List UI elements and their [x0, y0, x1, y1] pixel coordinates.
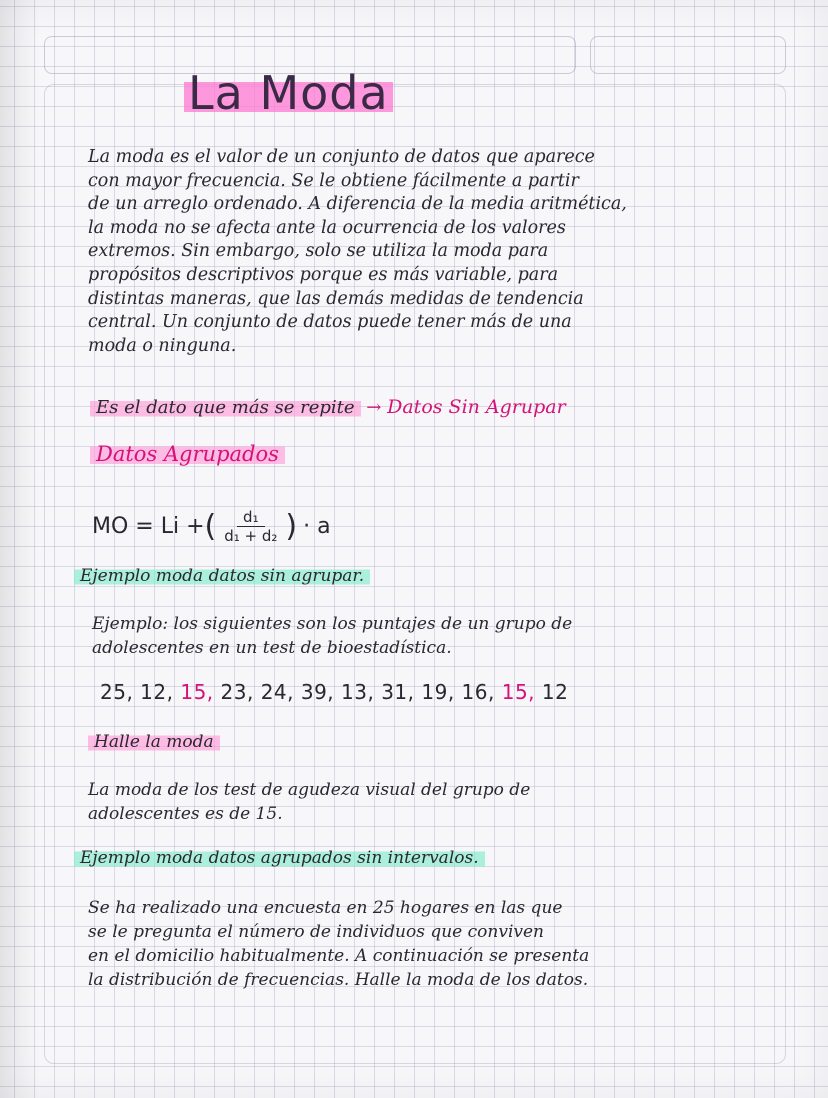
data-value: 16, — [461, 680, 495, 704]
definition-line: moda o ninguna. — [88, 335, 237, 356]
example2-line: en el domicilio habitualmente. A continuación se presenta — [88, 946, 590, 966]
formula-fraction — [220, 508, 281, 545]
data-value: 39, — [300, 680, 335, 704]
data-value: 24, — [260, 680, 294, 704]
example2-line: la distribución de frecuencias. Halle la moda de los datos. — [88, 970, 589, 990]
grouped-heading: Datos Agrupados — [90, 442, 285, 466]
formula-numerator: d₁ — [237, 508, 265, 527]
definition-line: central. Un conjunto de datos puede tener más de una — [88, 312, 572, 333]
close-paren: ) — [285, 508, 298, 544]
formula-tail: · a — [303, 514, 331, 539]
data-values — [100, 680, 568, 704]
data-value-mode: 15, — [180, 680, 214, 704]
header-box-right — [590, 36, 786, 74]
repeat-line — [90, 396, 566, 418]
definition-line: la moda no se afecta ante la ocurrencia de los valores — [88, 217, 566, 238]
open-paren: ( — [204, 508, 217, 544]
definition-paragraph — [88, 146, 760, 358]
title-text: La Moda — [184, 66, 393, 120]
data-value: 31, — [381, 680, 415, 704]
data-value-mode: 15, — [501, 680, 536, 704]
definition-line: con mayor frecuencia. Se le obtiene fácilmente a partir — [88, 170, 579, 191]
page-shadow — [0, 0, 40, 1098]
halle-label: Halle la moda — [88, 732, 220, 752]
data-value: 12 — [541, 680, 569, 704]
answer-text — [88, 778, 530, 826]
page-title — [184, 66, 393, 120]
data-value: 19, — [421, 680, 455, 704]
example2-line: Se ha realizado una encuesta en 25 hogares en las que — [88, 898, 563, 918]
repeat-text: Es el dato que más se repite — [90, 397, 361, 418]
example1-line: adolescentes en un test de bioestadística. — [92, 638, 452, 658]
definition-line: de un arreglo ordenado. A diferencia de la media aritmética, — [88, 194, 627, 215]
answer-line: La moda de los test de agudeza visual del grupo de — [88, 780, 531, 800]
formula-denominator: d₁ + d₂ — [224, 527, 278, 545]
example2-line: se le pregunta el número de individuos que conviven — [88, 922, 544, 942]
example2-heading: Ejemplo moda datos agrupados sin intervalos. — [74, 848, 485, 868]
data-value: 13, — [341, 680, 375, 704]
example2-text — [88, 896, 589, 992]
formula-lhs: MO = Li + — [92, 514, 205, 539]
data-value: 25, — [100, 680, 134, 704]
example1-heading: Ejemplo moda datos sin agrupar. — [74, 566, 370, 586]
definition-line: propósitos descriptivos porque es más variable, para — [88, 264, 559, 285]
answer-line: adolescentes es de 15. — [88, 804, 283, 824]
definition-line: distintas maneras, que las demás medidas de tendencia — [88, 288, 584, 309]
mode-formula — [92, 508, 331, 545]
data-value: 12, — [140, 680, 174, 704]
datos-sin-agrupar-label: Datos Sin Agrupar — [387, 396, 566, 418]
definition-line: La moda es el valor de un conjunto de datos que aparece — [88, 147, 595, 167]
example1-text — [92, 612, 572, 660]
definition-line: extremos. Sin embargo, solo se utiliza la moda para — [88, 241, 549, 262]
arrow-right-icon: → — [366, 397, 382, 418]
data-value: 23, — [220, 680, 254, 704]
example1-line: Ejemplo: los siguientes son los puntajes de un grupo de — [92, 614, 573, 634]
